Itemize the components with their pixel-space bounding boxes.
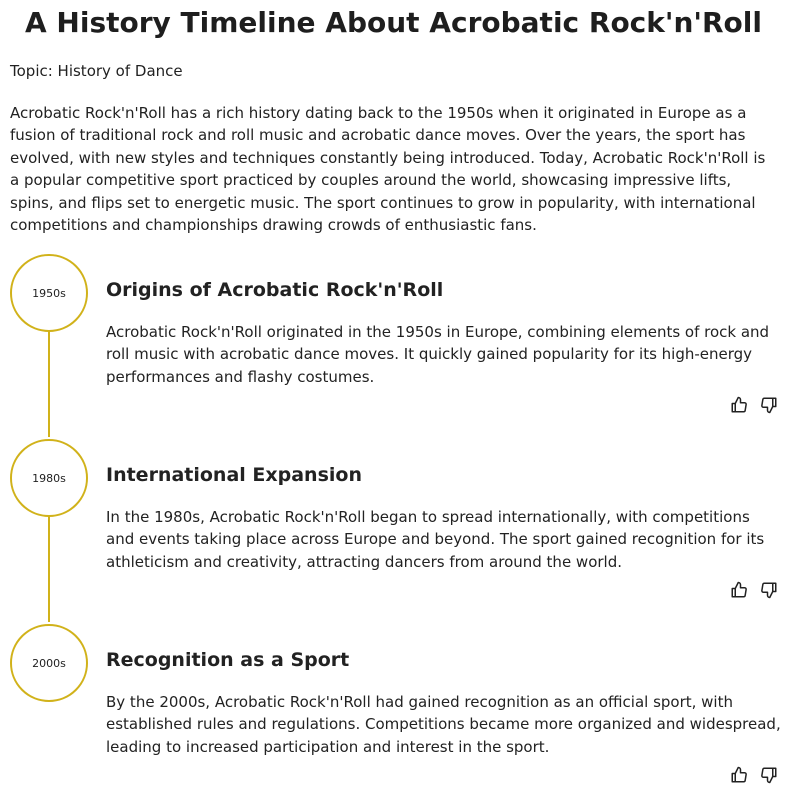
feedback-actions — [729, 395, 779, 415]
timeline-entry-body: Acrobatic Rock'n'Roll originated in the 1950s in Europe, combining elements of rock and roll music with acrobatic dance moves. It quickly gained popularity for its high-energy performances and flashy costumes. — [106, 323, 770, 386]
timeline-entry-heading: Origins of Acrobatic Rock'n'Roll — [106, 279, 444, 301]
thumbs-up-icon[interactable] — [729, 765, 749, 785]
timeline-year-marker — [10, 439, 88, 517]
timeline-entry — [0, 622, 787, 807]
timeline-year-marker — [10, 254, 88, 332]
timeline-entry-body: In the 1980s, Acrobatic Rock'n'Roll began to spread internationally, with competitions and events taking place across Europe and beyond. The sport gained recognition for its athleticism and creativity, attracting dancers from around the world. — [106, 508, 765, 571]
timeline-year-label: 1980s — [32, 471, 66, 485]
timeline-entry-heading: Recognition as a Sport — [106, 649, 350, 671]
topic-label: Topic: History of Dance — [10, 62, 183, 80]
timeline-year-marker — [10, 624, 88, 702]
thumbs-up-icon[interactable] — [729, 580, 749, 600]
thumbs-down-icon[interactable] — [759, 580, 779, 600]
thumbs-down-icon[interactable] — [759, 395, 779, 415]
thumbs-up-icon[interactable] — [729, 395, 749, 415]
timeline-year-label: 1950s — [32, 286, 66, 300]
feedback-actions — [729, 765, 779, 785]
timeline-entry — [0, 252, 787, 437]
timeline-year-label: 2000s — [32, 656, 66, 670]
page-title: A History Timeline About Acrobatic Rock'n'Roll — [25, 6, 762, 39]
feedback-actions — [729, 580, 779, 600]
timeline-entry — [0, 437, 787, 622]
thumbs-down-icon[interactable] — [759, 765, 779, 785]
intro-paragraph: Acrobatic Rock'n'Roll has a rich history dating back to the 1950s when it originated in Europe as a fusion of traditional rock and roll music and acrobatic dance moves. Over the years, the sport has evolved, with new styles and techniques constantly being introduced. Today, Acrobatic Rock'n'Roll is a popular competitive sport practiced by couples around the world, showcasing impressive lifts, spins, and flips set to energetic music. The sport continues to grow in popularity, with international competitions and championships drawing crowds of enthusiastic fans. — [10, 104, 766, 235]
timeline-entry-heading: International Expansion — [106, 464, 362, 486]
timeline-entry-body: By the 2000s, Acrobatic Rock'n'Roll had gained recognition as an official sport, with established rules and regulations. Competitions became more organized and widespread, leading to increased participation and interest in the sport. — [106, 693, 781, 756]
